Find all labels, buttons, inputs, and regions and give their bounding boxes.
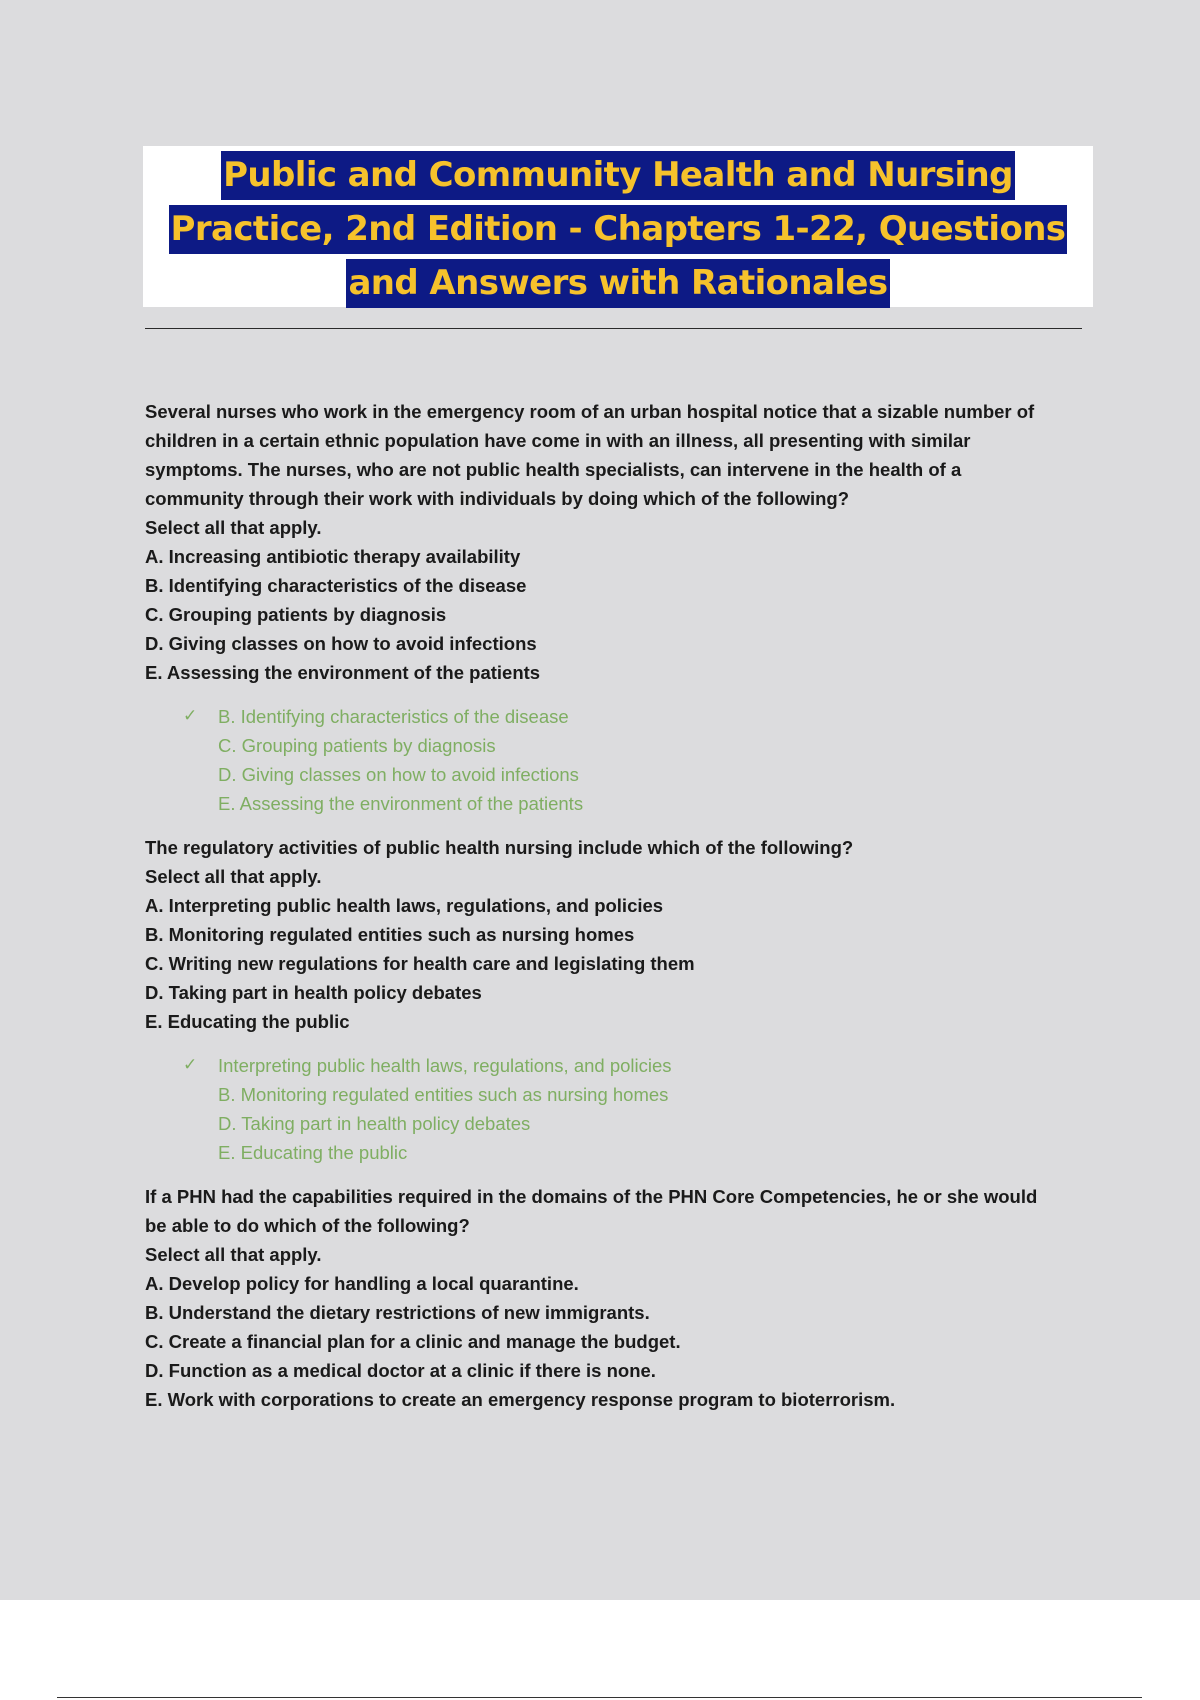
question-2-answers [145,1051,1090,1167]
question-2-option-b: B. Monitoring regulated entities such as nursing homes [145,924,635,945]
question-1-stem-line-2: children in a certain ethnic population have come in with an illness, all presenting with similar [145,430,971,451]
title-line-1-text: Public and Community Health and Nursing [221,151,1015,200]
question-1-stem-line-3: symptoms. The nurses, who are not public health specialists, can intervene in the health of a [145,459,962,480]
question-1-option-a: A. Increasing antibiotic therapy availability [145,546,521,567]
question-2-answer-4: E. Educating the public [218,1142,408,1163]
question-2-stem-line-1: The regulatory activities of public health nursing include which of the following? [145,837,854,858]
question-1-answer-4: E. Assessing the environment of the patients [218,793,584,814]
question-3-option-b: B. Understand the dietary restrictions of new immigrants. [145,1302,650,1323]
question-1-option-e: E. Assessing the environment of the patients [145,662,541,683]
question-2-answer-2: B. Monitoring regulated entities such as nursing homes [218,1084,669,1105]
question-1-option-b: B. Identifying characteristics of the disease [145,575,527,596]
check-icon: ✓ [183,706,198,726]
question-2-instruction: Select all that apply. [145,866,322,887]
question-1-option-d: D. Giving classes on how to avoid infections [145,633,537,654]
question-1 [145,397,1090,687]
question-3-option-e: E. Work with corporations to create an emergency response program to bioterrorism. [145,1389,896,1410]
title-line-1 [143,148,1093,202]
title-divider [145,328,1082,329]
title-line-3-text: and Answers with Rationales [346,259,889,308]
question-1-stem-line-1: Several nurses who work in the emergency room of an urban hospital notice that a sizable number of [145,401,1035,422]
question-3-option-d: D. Function as a medical doctor at a clinic if there is none. [145,1360,656,1381]
question-1-instruction: Select all that apply. [145,517,322,538]
question-2-option-a: A. Interpreting public health laws, regulations, and policies [145,895,664,916]
question-3-instruction: Select all that apply. [145,1244,322,1265]
title-line-2 [143,202,1093,256]
question-3-option-c: C. Create a financial plan for a clinic and manage the budget. [145,1331,681,1352]
question-1-stem-line-4: community through their work with individuals by doing which of the following? [145,488,850,509]
question-3 [145,1182,1090,1414]
question-3-stem-line-2: be able to do which of the following? [145,1215,470,1236]
check-icon: ✓ [183,1055,198,1075]
question-3-stem-line-1: If a PHN had the capabilities required in the domains of the PHN Core Competencies, he or she would [145,1186,1038,1207]
question-1-answer-1: B. Identifying characteristics of the disease [218,706,569,727]
question-2-answer-3: D. Taking part in health policy debates [218,1113,531,1134]
title-line-3 [143,256,1093,310]
question-1-answer-3: D. Giving classes on how to avoid infections [218,764,579,785]
question-1-option-c: C. Grouping patients by diagnosis [145,604,447,625]
question-1-answer-2: C. Grouping patients by diagnosis [218,735,496,756]
question-2 [145,833,1090,1036]
title-box [143,146,1093,307]
next-page-rule [57,1697,1142,1698]
question-2-option-e: E. Educating the public [145,1011,350,1032]
question-3-option-a: A. Develop policy for handling a local quarantine. [145,1273,579,1294]
question-2-answer-1: Interpreting public health laws, regulations, and policies [218,1055,672,1076]
question-1-answers [145,702,1090,818]
questions-content [145,397,1090,1414]
title-line-2-text: Practice, 2nd Edition - Chapters 1-22, Questions [169,205,1068,254]
question-2-option-d: D. Taking part in health policy debates [145,982,482,1003]
question-2-option-c: C. Writing new regulations for health care and legislating them [145,953,695,974]
